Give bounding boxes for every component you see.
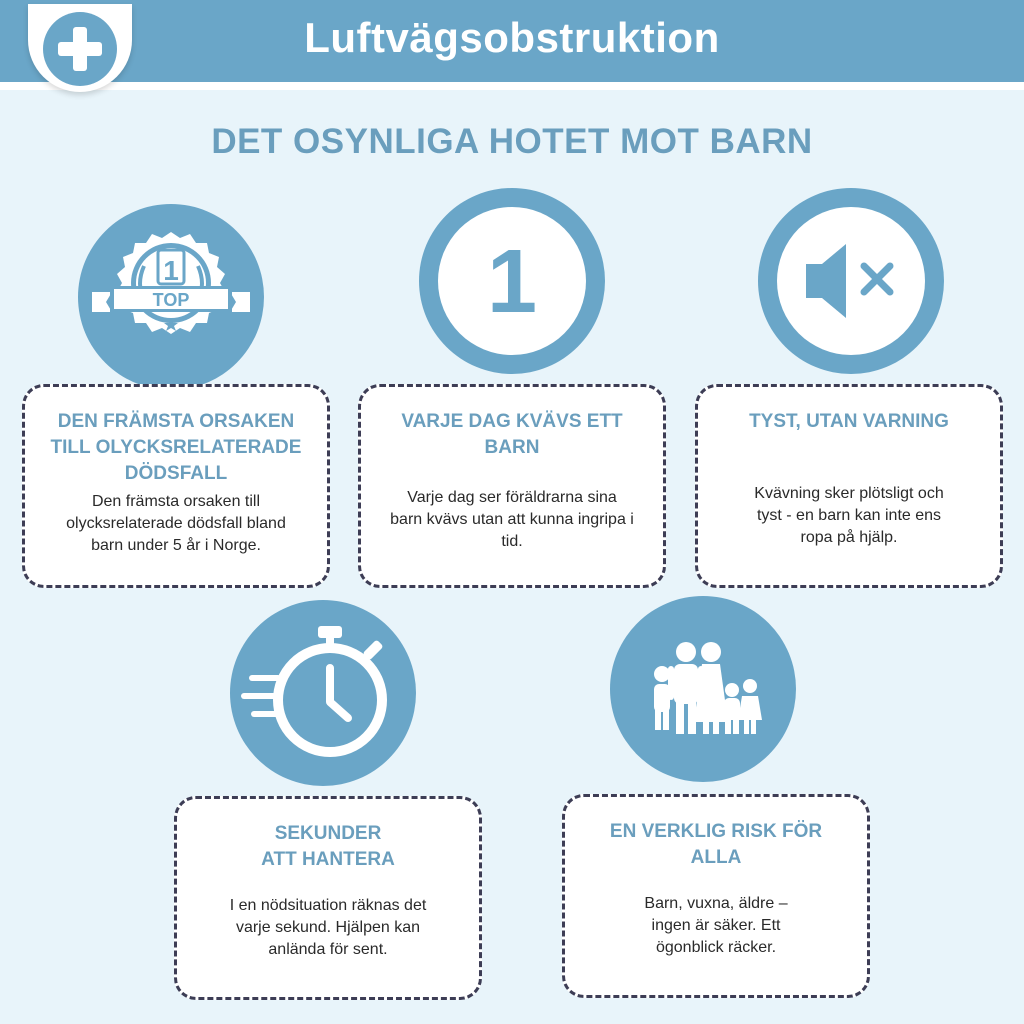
card-body: Barn, vuxna, äldre – ingen är säker. Ett ögonblick räcker. — [644, 895, 788, 956]
number-one-icon — [419, 188, 605, 374]
logo-badge — [28, 4, 132, 92]
info-card-leading-cause — [22, 384, 330, 588]
card-heading: SEKUNDER ATT HANTERA — [261, 823, 395, 870]
header-divider — [0, 82, 1024, 90]
top-badge-label: TOP — [152, 290, 190, 310]
info-card-daily — [358, 384, 666, 588]
icon-circle-daily — [419, 188, 605, 374]
family-icon — [610, 596, 796, 782]
top-badge-number: 1 — [163, 255, 179, 286]
top-1-badge-icon — [78, 204, 264, 390]
icon-circle-silent — [758, 188, 944, 374]
icon-circle-family — [610, 596, 796, 782]
icon-circle-top — [78, 204, 264, 390]
card-heading: TYST, UTAN VARNING — [749, 411, 949, 432]
card-body: I en nödsituation räknas det varje sekund. Hjälpen kan anlända för sent. — [229, 897, 427, 958]
info-card-seconds — [174, 796, 482, 1000]
card-body: Varje dag ser föräldrarna sina barn kvävs utan att kunna ingripa i tid. — [390, 489, 634, 550]
subtitle: DET OSYNLIGA HOTET MOT BARN — [211, 122, 813, 161]
number-one-glyph: 1 — [486, 232, 538, 332]
card-body: Kvävning sker plötsligt och tyst - en barn kan inte ens ropa på hjälp. — [754, 485, 944, 546]
info-card-everyone — [562, 794, 870, 998]
medical-cross-icon — [40, 9, 120, 89]
card-heading: DEN FRÄMSTA ORSAKEN TILL OLYCKSRELATERADE DÖDSFALL — [50, 411, 302, 484]
card-body: Den främsta orsaken till olycksrelaterade dödsfall bland barn under 5 år i Norge. — [66, 493, 286, 554]
card-heading: EN VERKLIG RISK FÖR ALLA — [609, 821, 823, 868]
page-title: Luftvägsobstruktion — [304, 14, 720, 61]
stopwatch-icon — [230, 600, 416, 786]
card-heading: VARJE DAG KVÄVS ETT BARN — [401, 411, 623, 458]
info-card-silent — [695, 384, 1003, 588]
speaker-muted-icon — [758, 188, 944, 374]
icon-circle-seconds — [230, 600, 416, 786]
